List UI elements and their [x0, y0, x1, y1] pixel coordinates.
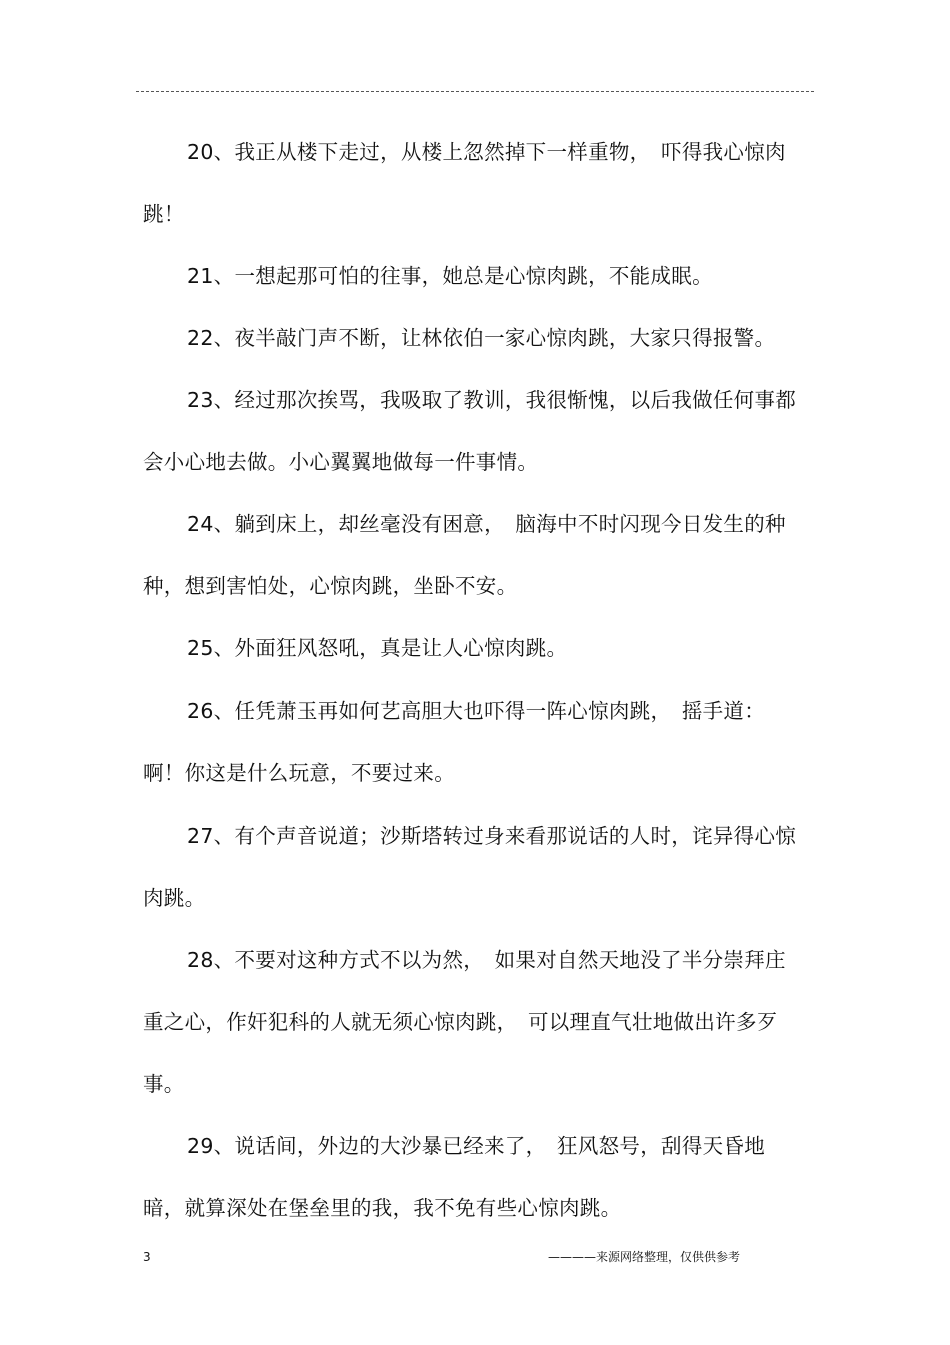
paragraph-23: 23、经过那次挨骂，我吸取了教训，我很惭愧，以后我做任何事都会小心地去做。小心翼翼地做每一件事情。	[143, 388, 797, 474]
paragraph-24: 24、躺到床上，却丝毫没有困意， 脑海中不时闪现今日发生的种种，想到害怕处，心惊肉跳，坐卧不安。	[143, 512, 786, 598]
header-divider	[136, 91, 814, 92]
paragraph-28: 28、不要对这种方式不以为然， 如果对自然天地没了半分崇拜庄重之心，作奸犯科的人就无须心惊肉跳， 可以理直气壮地做出许多歹事。	[143, 948, 786, 1096]
paragraph-29: 29、说话间，外边的大沙暴已经来了， 狂风怒号，刮得天昏地暗，就算深处在堡垒里的我，我不免有些心惊肉跳。	[143, 1134, 766, 1220]
page-number: 3	[143, 1250, 151, 1264]
footer-note: ————来源网络整理，仅供供参考	[548, 1250, 741, 1264]
paragraph-20: 20、我正从楼下走过，从楼上忽然掉下一样重物， 吓得我心惊肉跳！	[143, 140, 786, 226]
paragraph-22: 22、夜半敲门声不断，让林依伯一家心惊肉跳，大家只得报警。	[187, 326, 776, 350]
paragraph-26: 26、任凭萧玉再如何艺高胆大也吓得一阵心惊肉跳， 摇手道：啊！你这是什么玩意，不要过来。	[143, 699, 766, 785]
paragraph-25: 25、外面狂风怒吼，真是让人心惊肉跳。	[187, 636, 568, 660]
paragraph-21: 21、一想起那可怕的往事，她总是心惊肉跳，不能成眠。	[187, 264, 713, 288]
paragraph-27: 27、有个声音说道；沙斯塔转过身来看那说话的人时，诧异得心惊肉跳。	[143, 824, 797, 910]
